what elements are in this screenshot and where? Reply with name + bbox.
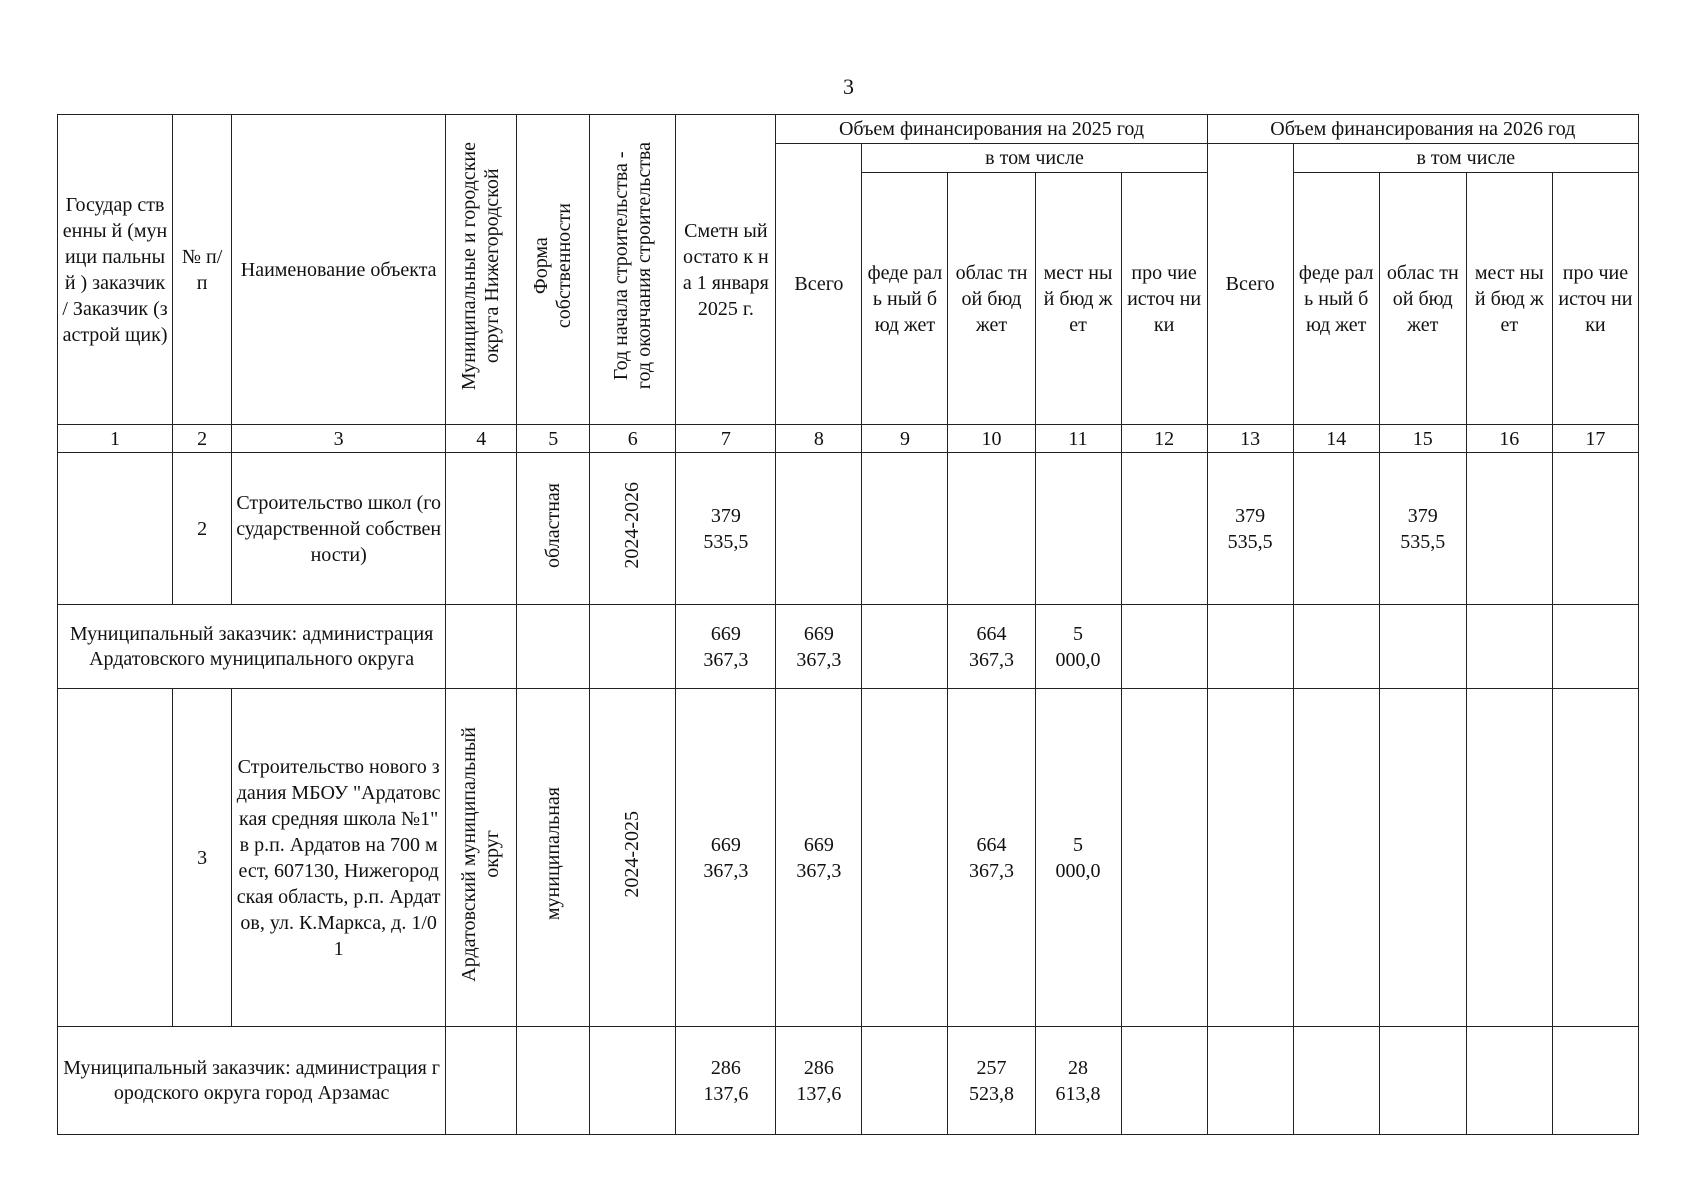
total-2025-cell: 669 367,3 [776,689,862,1027]
header-other-2026: про чие источ ники [1552,173,1638,425]
local-2026-cell [1466,605,1552,689]
header-federal-2026: феде раль ный бюд жет [1293,173,1379,425]
col-number: 11 [1035,425,1121,453]
col-number: 6 [590,425,676,453]
other-2025-cell [1121,1027,1207,1135]
federal-2026-cell [1293,605,1379,689]
header-balance: Сметн ый остато к на 1 января 2025 г. [676,115,776,425]
other-2026-cell [1552,605,1638,689]
total-2025-cell [776,453,862,605]
col-number: 9 [862,425,948,453]
federal-2026-cell [1293,453,1379,605]
col-number: 12 [1121,425,1207,453]
total-2026-cell [1207,605,1293,689]
federal-2025-cell [862,453,948,605]
col-number: 8 [776,425,862,453]
other-2025-cell [1121,689,1207,1027]
federal-2026-cell [1293,1027,1379,1135]
other-2026-cell [1552,1027,1638,1135]
regional-2026-cell [1379,689,1466,1027]
col-number: 15 [1379,425,1466,453]
federal-2026-cell [1293,689,1379,1027]
customer-cell [58,689,173,1027]
header-financing-2025: Объем финансирования на 2025 год [776,115,1207,144]
header-federal-2025: феде раль ный бюд жет [862,173,948,425]
total-2026-cell: 379 535,5 [1207,453,1293,605]
col-number: 2 [173,425,232,453]
financing-table [57,114,1639,1135]
header-municipalities: Муниципальные и городские округа Нижегородской [446,115,517,425]
local-2026-cell [1466,689,1552,1027]
col-number: 4 [446,425,517,453]
local-2026-cell [1466,453,1552,605]
regional-2025-cell: 257 523,8 [948,1027,1035,1135]
regional-2025-cell: 664 367,3 [948,689,1035,1027]
column-numbers-row [58,425,1639,453]
page-number: 3 [843,74,854,99]
local-2026-cell [1466,1027,1552,1135]
header-incl-2026: в том числе [1293,144,1638,173]
header-local-2025: мест ный бюд жет [1035,173,1121,425]
row-number: 3 [173,689,232,1027]
years-cell [590,1027,676,1135]
regional-2025-cell: 664 367,3 [948,605,1035,689]
municipality-cell: Ардатовский муниципальный округ [446,689,517,1027]
other-2026-cell [1552,689,1638,1027]
customer-cell [58,453,173,605]
object-name: Строительство школ (государственной собственности) [232,453,446,605]
col-number: 5 [517,425,590,453]
header-customer: Государ ственны й (муници пальный ) заказчик / Заказчик (застрой щик) [58,115,173,425]
customer-label: Муниципальный заказчик: администрация городского округа город Арзамас [58,1027,446,1135]
other-2025-cell [1121,453,1207,605]
header-financing-2026: Объем финансирования на 2026 год [1207,115,1638,144]
municipality-cell [446,605,517,689]
col-number: 3 [232,425,446,453]
col-number: 1 [58,425,173,453]
balance-cell: 669 367,3 [676,689,776,1027]
header-local-2026: мест ный бюд жет [1466,173,1552,425]
table-row [58,689,1639,1027]
header-regional-2026: облас тной бюд жет [1379,173,1466,425]
municipality-cell [446,1027,517,1135]
header-ownership: Форма собственности [517,115,590,425]
col-number: 10 [948,425,1035,453]
header-regional-2025: облас тной бюд жет [948,173,1035,425]
header-years: Год начала строительства - год окончания строительства [590,115,676,425]
regional-2026-cell [1379,1027,1466,1135]
years-cell [590,605,676,689]
customer-label: Муниципальный заказчик: администрация Ардатовского муниципального округа [58,605,446,689]
federal-2025-cell [862,1027,948,1135]
local-2025-cell: 5 000,0 [1035,605,1121,689]
other-2026-cell [1552,453,1638,605]
header-object-name: Наименование объекта [232,115,446,425]
ownership-cell: муниципальная [517,689,590,1027]
header-total-2025: Всего [776,144,862,425]
total-2025-cell: 286 137,6 [776,1027,862,1135]
local-2025-cell: 5 000,0 [1035,689,1121,1027]
total-2026-cell [1207,1027,1293,1135]
federal-2025-cell [862,689,948,1027]
municipality-cell [446,453,517,605]
col-number: 17 [1552,425,1638,453]
regional-2025-cell [948,453,1035,605]
other-2025-cell [1121,605,1207,689]
header-total-2026: Всего [1207,144,1293,425]
col-number: 14 [1293,425,1379,453]
header-other-2025: про чие источ ники [1121,173,1207,425]
table-row [58,605,1639,689]
regional-2026-cell: 379 535,5 [1379,453,1466,605]
ownership-cell: областная [517,453,590,605]
balance-cell: 379 535,5 [676,453,776,605]
regional-2026-cell [1379,605,1466,689]
federal-2025-cell [862,605,948,689]
table-row [58,453,1639,605]
local-2025-cell [1035,453,1121,605]
col-number: 16 [1466,425,1552,453]
col-number: 7 [676,425,776,453]
local-2025-cell: 28 613,8 [1035,1027,1121,1135]
total-2026-cell [1207,689,1293,1027]
balance-cell: 286 137,6 [676,1027,776,1135]
header-incl-2025: в том числе [862,144,1207,173]
ownership-cell [517,605,590,689]
ownership-cell [517,1027,590,1135]
total-2025-cell: 669 367,3 [776,605,862,689]
object-name: Строительство нового здания МБОУ "Ардатовская средняя школа №1" в р.п. Ардатов на 700 мест, 607130, Нижегородская область, р.п. Ардатов, ул. К.Маркса, д. 1/01 [232,689,446,1027]
years-cell: 2024-2026 [590,453,676,605]
header-number: № п/п [173,115,232,425]
col-number: 13 [1207,425,1293,453]
table-row [58,1027,1639,1135]
years-cell: 2024-2025 [590,689,676,1027]
balance-cell: 669 367,3 [676,605,776,689]
row-number: 2 [173,453,232,605]
